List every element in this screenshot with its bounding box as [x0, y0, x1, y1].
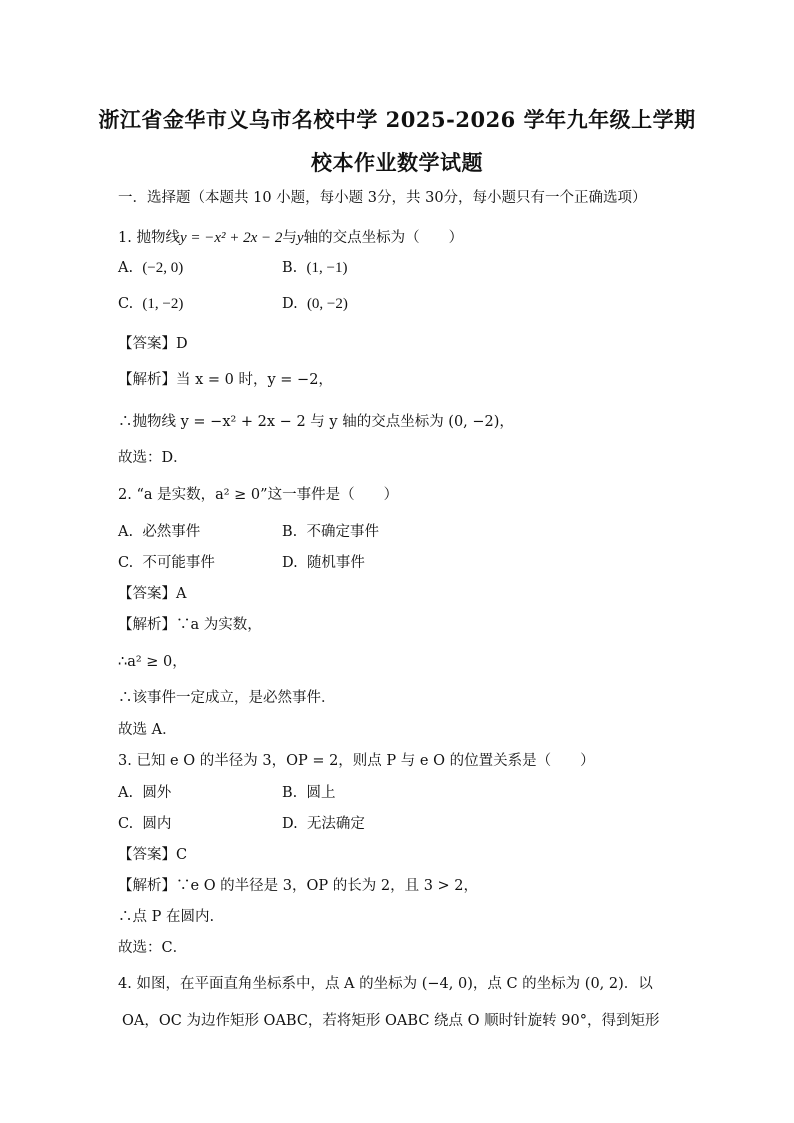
question-2-option-d: D. 随机事件 [282, 555, 365, 571]
document-title-line1: 浙江省金华市义乌市名校中学 2025-2026 学年九年级上学期 [98, 107, 696, 132]
question-1-suffix: 与 [282, 230, 297, 246]
question-2-analysis-2: ∴a² ≥ 0， [118, 654, 187, 670]
question-1-formula: y = −x² + 2x − 2 [179, 230, 283, 246]
question-3-analysis-2: ∴点 P 在圆内. [118, 909, 215, 925]
question-2-option-c: C. 不可能事件 [118, 555, 215, 571]
document-title-line2: 校本作业数学试题 [311, 150, 483, 175]
question-3-analysis-3: 故选：C． [118, 940, 188, 956]
question-1-option-d: D. (0, −2) [282, 296, 348, 312]
question-1-prefix: 1. 抛物线 [118, 230, 180, 246]
question-2-analysis-1: 【解析】∵a 为实数， [118, 617, 262, 633]
question-1-option-a: A. (−2, 0) [118, 260, 184, 276]
question-3-option-c: C. 圆内 [118, 816, 172, 832]
question-2-option-b: B. 不确定事件 [282, 524, 379, 540]
question-1-stem [118, 226, 463, 247]
question-1-suffix2: 轴的交点坐标为（ ） [303, 230, 464, 246]
question-3-option-a: A. 圆外 [118, 785, 172, 801]
section-heading: 一．选择题（本题共 10 小题，每小题 3分，共 30分，每小题只有一个正确选项） [118, 190, 647, 206]
question-3-option-d: D. 无法确定 [282, 816, 365, 832]
question-1-answer: 【答案】D [118, 336, 188, 352]
question-3-analysis-1: 【解析】∵e O 的半径是 3，OP 的长为 2，且 3 > 2， [118, 878, 479, 894]
question-2-answer: 【答案】A [118, 586, 187, 602]
question-1-analysis-1: 【解析】当 x = 0 时，y = −2， [118, 372, 333, 388]
question-2-analysis-4: 故选 A． [118, 722, 177, 738]
question-4-line-2: OA，OC 为边作矩形 OABC，若将矩形 OABC 绕点 O 顺时针旋转 90°，得到矩形 [122, 1013, 660, 1029]
question-1-var: y [296, 230, 304, 246]
question-3-option-b: B. 圆上 [282, 785, 336, 801]
question-1-option-c: C. (1, −2) [118, 296, 184, 312]
question-2-analysis-3: ∴该事件一定成立，是必然事件． [118, 690, 336, 706]
question-1-analysis-3: 故选：D． [118, 450, 188, 466]
question-1-analysis-2: ∴抛物线 y = −x² + 2x − 2 与 y 轴的交点坐标为 (0, −2)， [118, 414, 514, 430]
question-2-stem: 2. “a 是实数，a² ≥ 0”这一事件是（ ） [118, 487, 399, 503]
question-3-stem: 3. 已知 e O 的半径为 3，OP = 2，则点 P 与 e O 的位置关系是（ ） [118, 753, 595, 769]
question-2-option-a: A. 必然事件 [118, 524, 201, 540]
question-4-line-1: 4. 如图，在平面直角坐标系中，点 A 的坐标为 (−4, 0)，点 C 的坐标为 (0, 2)．以 [118, 976, 653, 992]
question-1-option-b: B. (1, −1) [282, 260, 348, 276]
question-3-answer: 【答案】C [118, 847, 188, 863]
